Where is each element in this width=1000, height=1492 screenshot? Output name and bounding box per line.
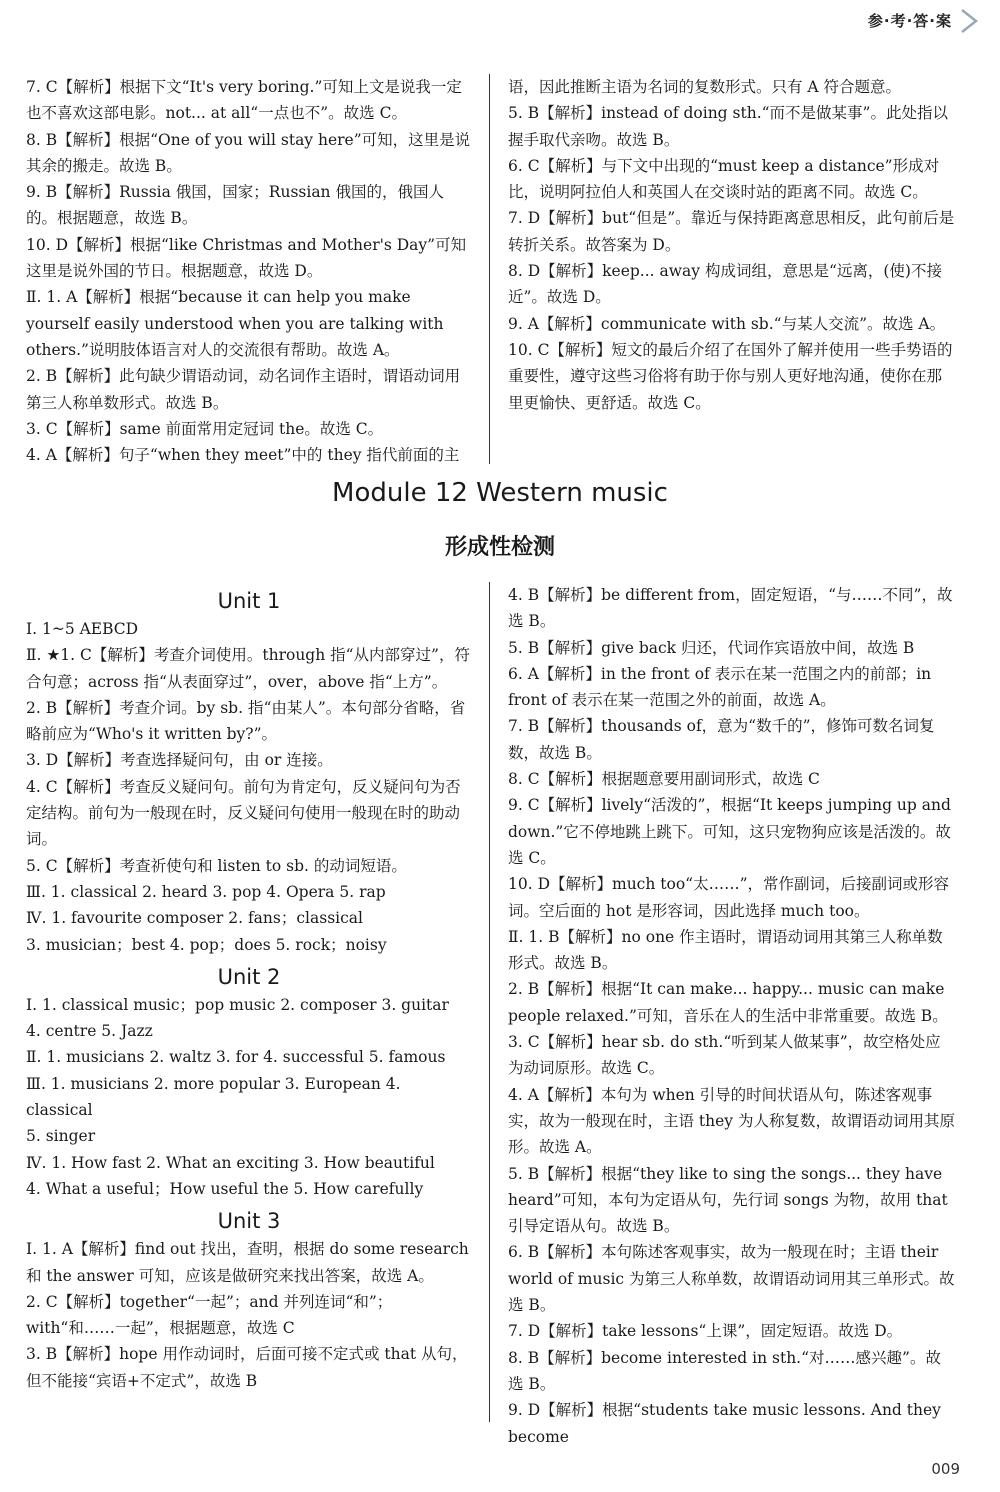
- answer-item: 6. C【解析】与下文中出现的“must keep a distance”形成对比，说明阿拉伯人和英国人在交谈时站的距离不同。故选 C。: [508, 156, 940, 202]
- answer-item: Ⅲ. 1. classical 2. heard 3. pop 4. Opera 5. rap: [26, 882, 386, 901]
- top-right-column: [508, 74, 956, 416]
- answer-item: 10. C【解析】短文的最后介绍了在国外了解并使用一些手势语的重要性，遵守这些习俗将有助于你与别人更好地沟通，使你在那里更愉快、更舒适。故选 C。: [508, 340, 953, 412]
- answer-item: 7. D【解析】but“但是”。靠近与保持距离意思相反，此句前后是转折关系。故答案为 D。: [508, 209, 955, 254]
- answer-item: Ⅱ. 1. B【解析】no one 作主语时，谓语动词用其第三人称单数形式。故选 B。: [508, 927, 943, 973]
- answer-item: 7. C【解析】根据下文“It's very boring.”可知上文是说我一定也不喜欢这部电影。not... at all“一点也不”。故选 C。: [26, 78, 462, 123]
- column-divider: [489, 582, 490, 1422]
- answer-item: 4. What a useful；How useful the 5. How carefully: [26, 1179, 424, 1198]
- answer-item: 9. A【解析】communicate with sb.“与某人交流”。故选 A。: [508, 314, 946, 333]
- answer-item: 3. musician；best 4. pop；does 5. rock；noisy: [26, 935, 387, 954]
- answer-item: Ⅳ. 1. How fast 2. What an exciting 3. How beautiful: [26, 1153, 435, 1172]
- answer-item: 3. B【解析】hope 用作动词时，后面可接不定式或 that 从句，但不能接“宾语+不定式”，故选 B: [26, 1345, 468, 1390]
- bottom-right-column: [508, 582, 956, 1450]
- bottom-left-column: [26, 582, 472, 1394]
- unit-title: Unit 1: [217, 589, 281, 613]
- top-left-column: [26, 74, 472, 468]
- answer-item: 4. C【解析】考查反义疑问句。前句为肯定句，反义疑问句为否定结构。前句为一般现在时，反义疑问句使用一般现在时的助动词。: [26, 777, 461, 849]
- answer-item: 5. singer: [26, 1127, 96, 1146]
- answer-item: 2. C【解析】together“一起”；and 并列连词“和”；with“和……一起”，根据题意，故选 C: [26, 1292, 393, 1338]
- answer-item: 7. D【解析】take lessons“上课”，固定短语。故选 D。: [508, 1322, 903, 1341]
- answer-item: 8. B【解析】根据“One of you will stay here”可知，这里是说其余的搬走。故选 B。: [26, 130, 471, 175]
- answer-item: 语，因此推断主语为名词的复数形式。只有 A 符合题意。: [508, 78, 902, 96]
- answer-item: 2. B【解析】此句缺少谓语动词，动名词作主语时，谓语动词用第三人称单数形式。故选 B。: [26, 367, 461, 412]
- answer-item: 9. D【解析】根据“students take music lessons. And they become: [508, 1401, 941, 1446]
- answer-item: 5. B【解析】give back 归还，代词作宾语放中间，故选 B: [508, 638, 915, 657]
- answer-item: Ⅰ. 1. classical music；pop music 2. composer 3. guitar: [26, 995, 449, 1014]
- answer-item: 6. B【解析】本句陈述客观事实，故为一般现在时；主语 their world of music 为第三人称单数，故谓语动词用其三单形式。故选 B。: [508, 1243, 955, 1315]
- answer-item: 8. B【解析】become interested in sth.“对……感兴趣”。故选 B。: [508, 1348, 941, 1393]
- answer-item: 3. D【解析】考查选择疑问句，由 or 连接。: [26, 751, 333, 770]
- answer-item: 7. B【解析】thousands of，意为“数千的”，修饰可数名词复数，故选 B。: [508, 717, 935, 762]
- answer-item: 2. B【解析】根据“It can make... happy... music can make people relaxed.”可知，音乐在人的生活中非常重要。故选 B。: [508, 980, 948, 1025]
- module-title: Module 12 Western music: [332, 478, 668, 508]
- answer-item: Ⅱ. 1. A【解析】根据“because it can help you make yourself easily understood when you are talking with others.”说明肢体语言对人的交流很有帮助。故选 A。: [26, 288, 444, 359]
- answer-item: 9. C【解析】lively“活泼的”，根据“It keeps jumping up and down.”它不停地跳上跳下。可知，这只宠物狗应该是活泼的。故选 C。: [508, 796, 951, 867]
- answer-item: 3. C【解析】hear sb. do sth.“听到某人做某事”，故空格处应为动词原形。故选 C。: [508, 1033, 941, 1078]
- unit-title: Unit 3: [217, 1209, 281, 1234]
- answer-item: 5. B【解析】instead of doing sth.“而不是做某事”。此处指以握手取代亲吻。故选 B。: [508, 104, 948, 149]
- answer-item: 9. B【解析】Russia 俄国，国家；Russian 俄国的，俄国人的。根据题意，故选 B。: [26, 183, 444, 228]
- column-divider: [489, 74, 490, 464]
- answer-item: Ⅲ. 1. musicians 2. more popular 3. European 4. classical: [26, 1074, 401, 1120]
- answer-item: 4. B【解析】be different from，固定短语，“与……不同”，故选 B。: [508, 586, 953, 631]
- answer-item: 10. D【解析】根据“like Christmas and Mother's Day”可知这里是说外国的节日。根据题意，故选 D。: [26, 235, 467, 281]
- answer-item: 5. C【解析】考查祈使句和 listen to sb. 的动词短语。: [26, 856, 407, 875]
- answer-item: Ⅳ. 1. favourite composer 2. fans；classical: [26, 909, 363, 928]
- answer-item: 4. centre 5. Jazz: [26, 1022, 153, 1041]
- answer-item: Ⅱ. 1. musicians 2. waltz 3. for 4. successful 5. famous: [26, 1048, 446, 1067]
- answer-item: Ⅰ. 1~5 AEBCD: [26, 620, 139, 638]
- answer-item: 5. B【解析】根据“they like to sing the songs... they have heard”可知，本句为定语从句，先行词 songs 为物，故用 that 引导定语从句。故选 B。: [508, 1164, 948, 1236]
- answer-item: Ⅰ. 1. A【解析】find out 找出，查明，根据 do some research 和 the answer 可知，应该是做研究来找出答案，故选 A。: [26, 1240, 469, 1285]
- answer-item: 10. D【解析】much too“太……”，常作副词，后接副词或形容词。空后面的 hot 是形容词，因此选择 much too。: [508, 875, 950, 920]
- header-title: 参·考·答·案: [867, 12, 952, 30]
- answer-item: 4. A【解析】本句为 when 引导的时间状语从句，陈述客观事实，故为一般现在时，主语 they 为人称复数，故谓语动词用其原形。故选 A。: [508, 1085, 955, 1157]
- answer-item: Ⅱ. ★1. C【解析】考查介词使用。through 指“从内部穿过”，符合句意；across 指“从表面穿过”，over，above 指“上方”。: [26, 646, 470, 691]
- chevron-right-icon: [958, 8, 980, 34]
- answer-item: 8. D【解析】keep... away 构成词组，意思是“远离，(使)不接近”。故选 D。: [508, 262, 942, 307]
- answer-item: 8. C【解析】根据题意要用副词形式，故选 C: [508, 770, 820, 789]
- answer-item: 3. C【解析】same 前面常用定冠词 the。故选 C。: [26, 419, 384, 438]
- answer-item: 4. A【解析】句子“when they meet”中的 they 指代前面的主: [26, 446, 460, 465]
- section-title: 形成性检测: [444, 535, 555, 560]
- page-number: 009: [931, 1460, 960, 1478]
- answer-item: 2. B【解析】考查介词。by sb. 指“由某人”。本句部分省略，省略前应为“Who's it written by?”。: [26, 698, 466, 744]
- unit-title: Unit 2: [217, 964, 281, 989]
- answer-item: 6. A【解析】in the front of 表示在某一范围之内的前部；in front of 表示在某一范围之外的前面，故选 A。: [508, 664, 932, 710]
